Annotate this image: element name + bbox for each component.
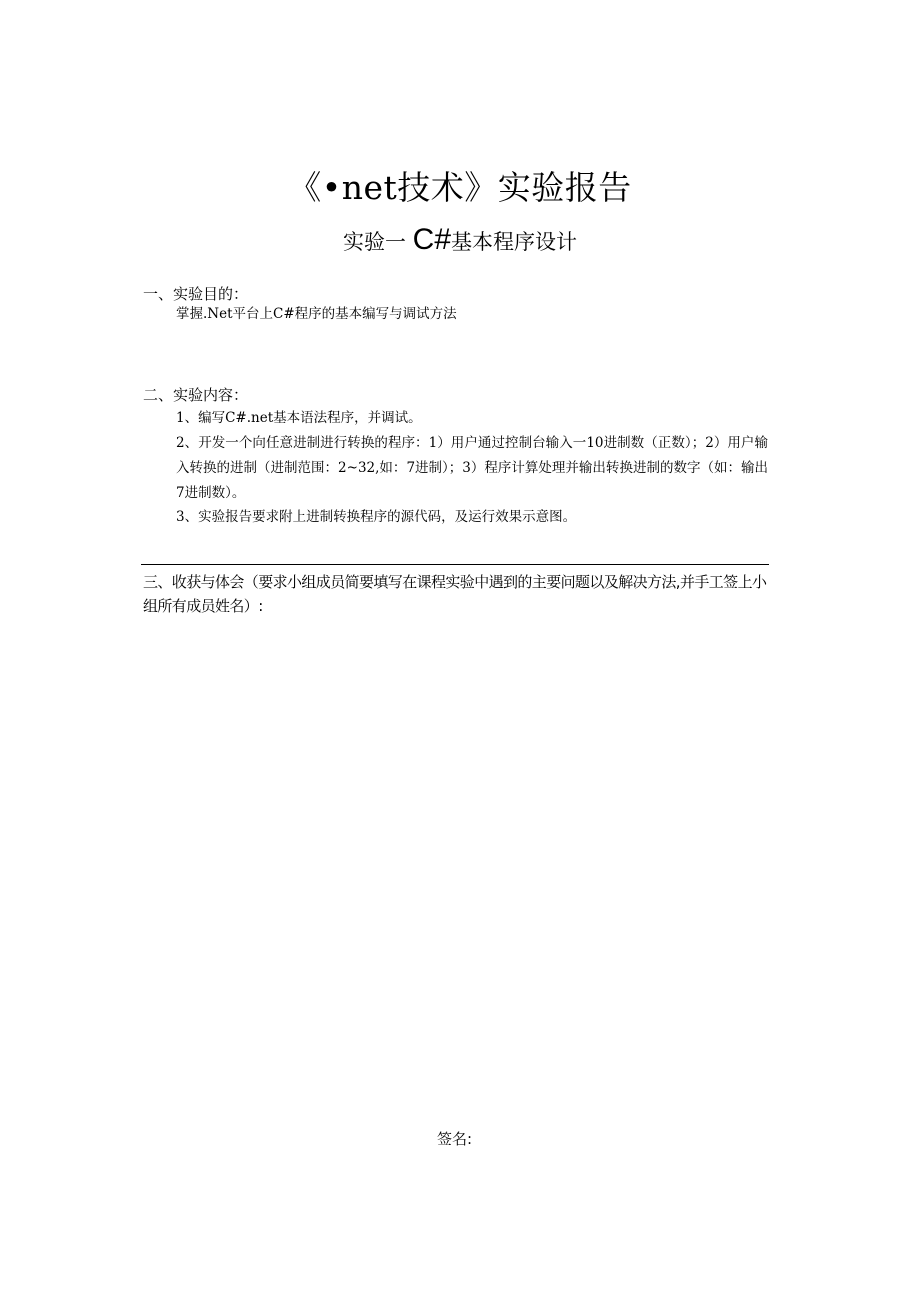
subtitle-suffix: 基本程序设计 [451, 230, 578, 254]
content-item-2: 2、开发一个向任意进制进行转换的程序：1）用户通过控制台输入一10进制数（正数）；2）用户输入转换的进制（进制范围：2~32,如：7进制）；3）程序计算处理并输出转换进制的数字（如：输出7进制数）。 [176, 435, 768, 501]
section-divider [141, 564, 769, 565]
section-purpose-heading: 一、实验目的： [143, 285, 249, 303]
content-item-1: 1、编写C#.net基本语法程序，并调试。 [176, 410, 422, 426]
document-title: 《•net技术》实验报告 [288, 168, 632, 207]
content-item-3: 3、实验报告要求附上进制转换程序的源代码，及运行效果示意图。 [176, 509, 577, 525]
subtitle-code: C# [412, 223, 452, 256]
section-purpose-text: 掌握.Net平台上C#程序的基本编写与调试方法 [176, 306, 457, 322]
section-feedback-heading: 三、收获与体会（要求小组成员简要填写在课程实验中遇到的主要问题以及解决方法,并手工签上小组所有成员姓名）: [143, 573, 767, 615]
subtitle-prefix: 实验一 [342, 230, 413, 254]
document-subtitle [0, 224, 920, 258]
section-content-heading: 二、实验内容： [143, 386, 249, 404]
signature-label: 签名: [437, 1130, 473, 1148]
